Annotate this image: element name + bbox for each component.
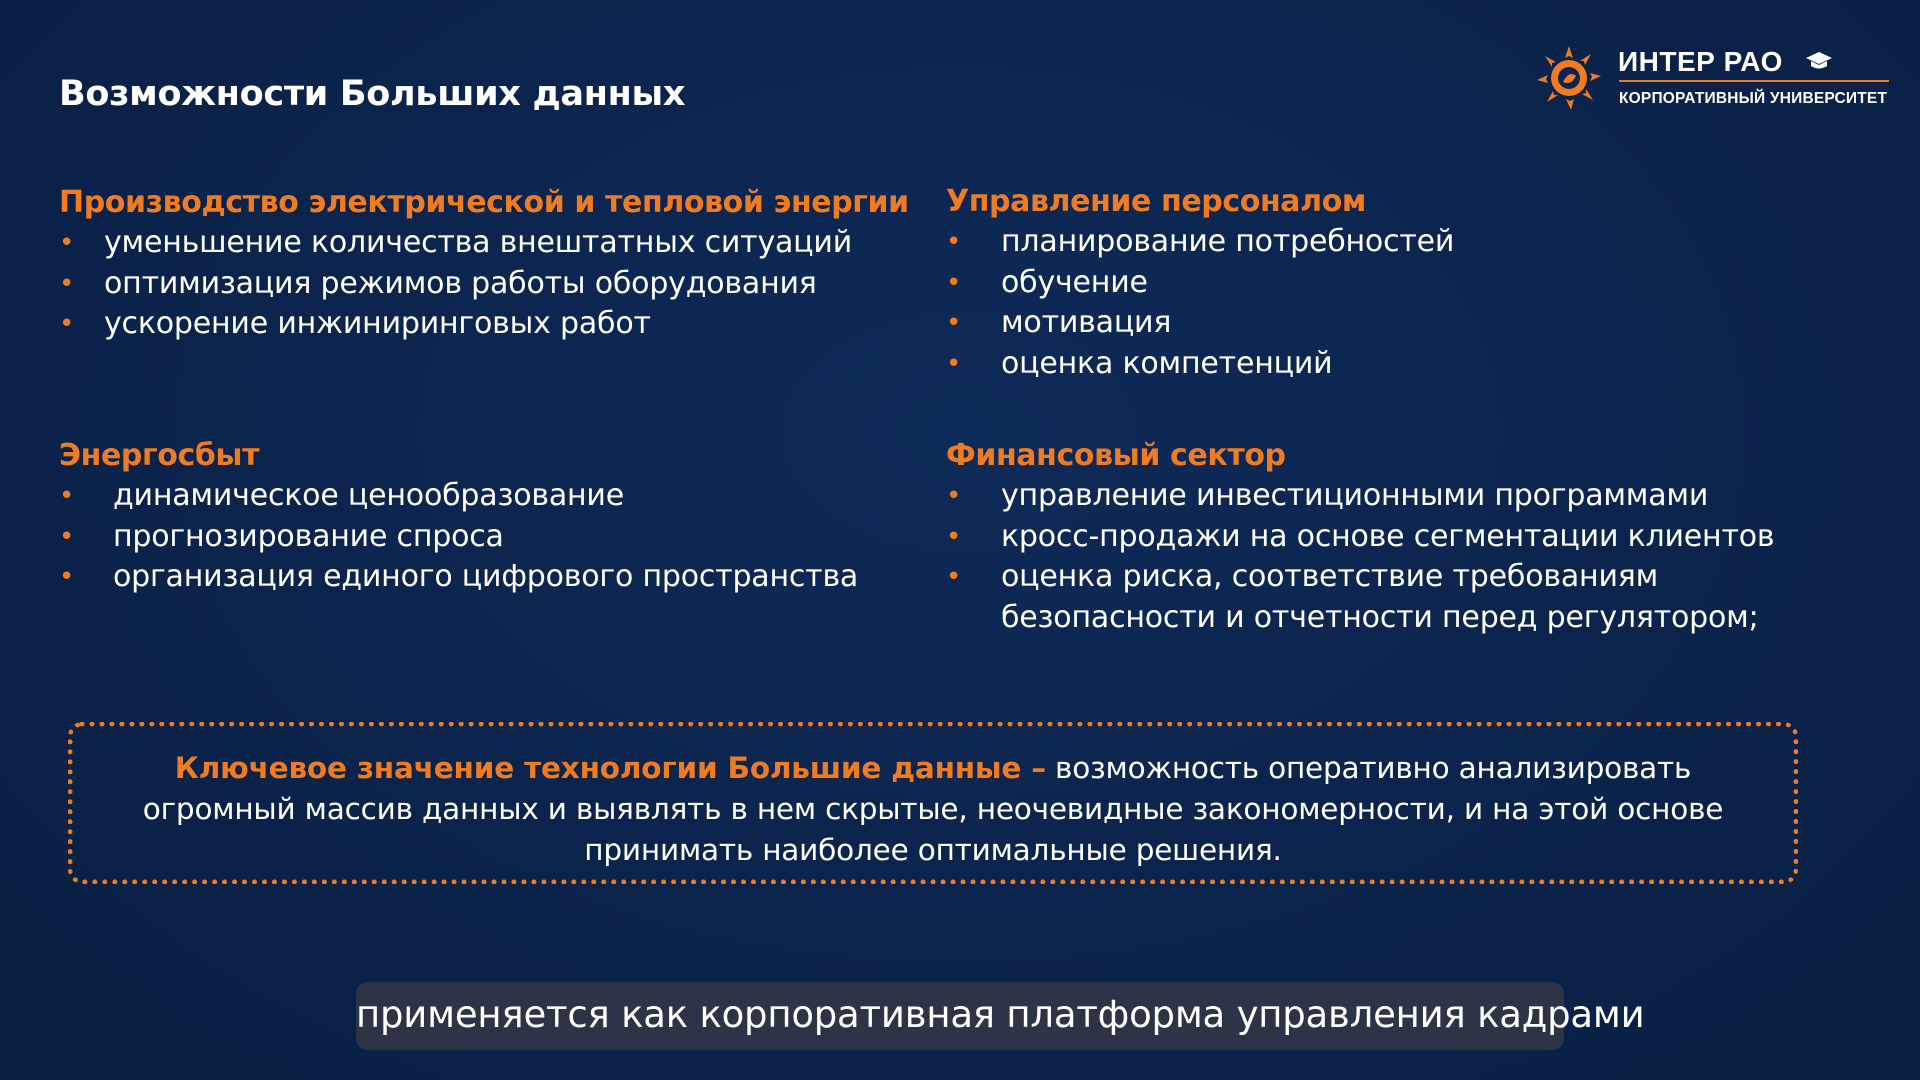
bullet-list: [946, 222, 1454, 384]
list-item: • ускорение инжиниринговых работ: [59, 304, 909, 345]
company-logo: [1533, 40, 1893, 120]
bullet-dot: •: [59, 309, 75, 339]
logo-name: ИНТЕР РАО: [1618, 46, 1783, 77]
section-production: [59, 183, 909, 345]
bullet-dot: •: [946, 521, 962, 552]
inter-rao-sun-icon: [1533, 42, 1605, 114]
key-message-body: возможность оперативно анализировать огромный массив данных и выявлять в нем скрытые, неочевидные закономерности, и на этой основе принимать наиболее оптимальные решения.: [142, 751, 1724, 867]
logo-subtitle: КОРПОРАТИВНЫЙ УНИВЕРСИТЕТ: [1619, 90, 1888, 107]
bullet-dot: •: [59, 521, 75, 552]
list-item-continuation: безопасности и отчетности перед регулятором;: [1001, 599, 1759, 635]
bullet-dot: •: [59, 562, 75, 592]
bullet-dot: •: [946, 481, 962, 511]
list-item: • кросс-продажи на основе сегментации клиентов: [946, 517, 1774, 558]
bullet-dot: •: [59, 228, 75, 258]
key-message-box: [68, 722, 1798, 884]
list-item: • оценка риска, соответствие требованиям: [946, 557, 1774, 598]
list-item: • оптимизация режимов работы оборудования: [59, 264, 909, 305]
section-energy-sales: [59, 436, 858, 598]
list-item: • мотивация: [946, 303, 1454, 344]
list-item: • организация единого цифрового пространства: [59, 557, 858, 598]
list-item: • динамическое ценообразование: [59, 476, 858, 517]
bullet-dot: •: [946, 308, 962, 338]
bullet-dot: •: [946, 227, 962, 257]
list-item: • прогнозирование спроса: [59, 517, 858, 558]
list-item: • планирование потребностей: [946, 222, 1454, 263]
bullet-dot: •: [59, 481, 75, 511]
bullet-list: [59, 476, 858, 598]
section-finance: [946, 436, 1774, 638]
bullet-dot: •: [946, 348, 962, 379]
list-item: • уменьшение количества внештатных ситуаций: [59, 223, 909, 264]
bullet-dot: •: [946, 267, 962, 298]
list-item: • управление инвестиционными программами: [946, 476, 1774, 517]
section-title: Производство электрической и тепловой энергии: [59, 185, 909, 220]
section-title: Энергосбыт: [59, 438, 260, 473]
section-hr: [946, 182, 1454, 384]
logo-divider: [1619, 80, 1889, 82]
video-caption: применяется как корпоративная платформа управления кадрами: [356, 982, 1564, 1050]
section-title: Финансовый сектор: [946, 438, 1286, 473]
key-message-text: [73, 748, 1793, 871]
bullet-dot: •: [59, 268, 75, 299]
bullet-list: [946, 476, 1774, 638]
graduation-cap-icon: [1805, 50, 1833, 72]
list-item: • обучение: [946, 263, 1454, 304]
bullet-list: [59, 223, 909, 345]
page-title: Возможности Больших данных: [59, 74, 686, 114]
section-title: Управление персоналом: [946, 184, 1367, 219]
bullet-dot: •: [946, 562, 962, 592]
key-message-accent: Ключевое значение технологии Большие данные –: [174, 751, 1046, 785]
list-item: • оценка компетенций: [946, 344, 1454, 385]
